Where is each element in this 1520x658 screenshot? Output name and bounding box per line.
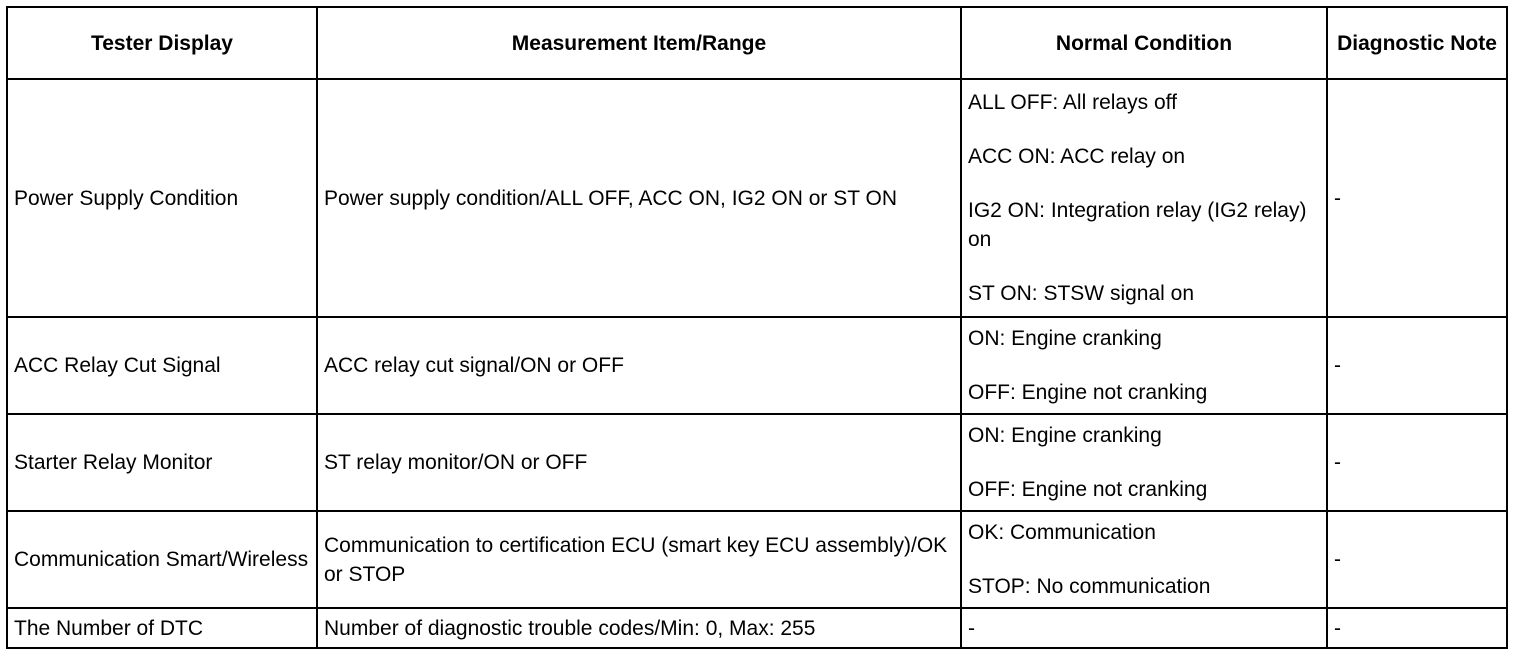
- cell-normal-condition: [961, 317, 1327, 414]
- cell-normal-condition: [961, 511, 1327, 608]
- normal-condition-line: ST ON: STSW signal on: [968, 282, 1195, 305]
- normal-condition-line: STOP: No communication: [968, 575, 1211, 598]
- table-body: [7, 79, 1507, 648]
- cell-normal-condition: [961, 414, 1327, 511]
- cell-diagnostic-note: -: [1327, 317, 1507, 414]
- header-measurement: Measurement Item/Range: [317, 7, 961, 79]
- cell-tester-display: ACC Relay Cut Signal: [7, 317, 317, 414]
- table-row: [7, 79, 1507, 317]
- table-row: [7, 414, 1507, 511]
- normal-condition-line: OFF: Engine not cranking: [968, 478, 1208, 501]
- normal-condition-line: -: [968, 616, 975, 640]
- normal-condition-line: OFF: Engine not cranking: [968, 381, 1208, 404]
- cell-tester-display: The Number of DTC: [7, 608, 317, 648]
- table-row: [7, 511, 1507, 608]
- cell-normal-condition: [961, 608, 1327, 648]
- header-row: [7, 7, 1507, 79]
- normal-condition-line: OK: Communication: [968, 521, 1156, 544]
- cell-tester-display: Starter Relay Monitor: [7, 414, 317, 511]
- cell-normal-condition: [961, 79, 1327, 317]
- data-list-table: [6, 6, 1508, 649]
- table-row: [7, 608, 1507, 648]
- cell-diagnostic-note: -: [1327, 608, 1507, 648]
- header-tester-display: Tester Display: [7, 7, 317, 79]
- cell-measurement: Number of diagnostic trouble codes/Min: 0, Max: 255: [317, 608, 961, 648]
- normal-condition-line: ON: Engine cranking: [968, 327, 1162, 350]
- normal-condition-line: ON: Engine cranking: [968, 424, 1162, 447]
- cell-measurement: ACC relay cut signal/ON or OFF: [317, 317, 961, 414]
- normal-condition-line: IG2 ON: Integration relay (IG2 relay) on: [968, 199, 1307, 251]
- table-row: [7, 317, 1507, 414]
- normal-condition-line: ALL OFF: All relays off: [968, 91, 1177, 114]
- cell-measurement: ST relay monitor/ON or OFF: [317, 414, 961, 511]
- cell-diagnostic-note: -: [1327, 414, 1507, 511]
- cell-tester-display: Power Supply Condition: [7, 79, 317, 317]
- cell-measurement: Power supply condition/ALL OFF, ACC ON, IG2 ON or ST ON: [317, 79, 961, 317]
- cell-diagnostic-note: -: [1327, 79, 1507, 317]
- cell-measurement: Communication to certification ECU (smart key ECU assembly)/OK or STOP: [317, 511, 961, 608]
- header-normal-condition: Normal Condition: [961, 7, 1327, 79]
- header-diagnostic-note: Diagnostic Note: [1327, 7, 1507, 79]
- cell-tester-display: Communication Smart/Wireless: [7, 511, 317, 608]
- normal-condition-line: ACC ON: ACC relay on: [968, 145, 1186, 168]
- cell-diagnostic-note: -: [1327, 511, 1507, 608]
